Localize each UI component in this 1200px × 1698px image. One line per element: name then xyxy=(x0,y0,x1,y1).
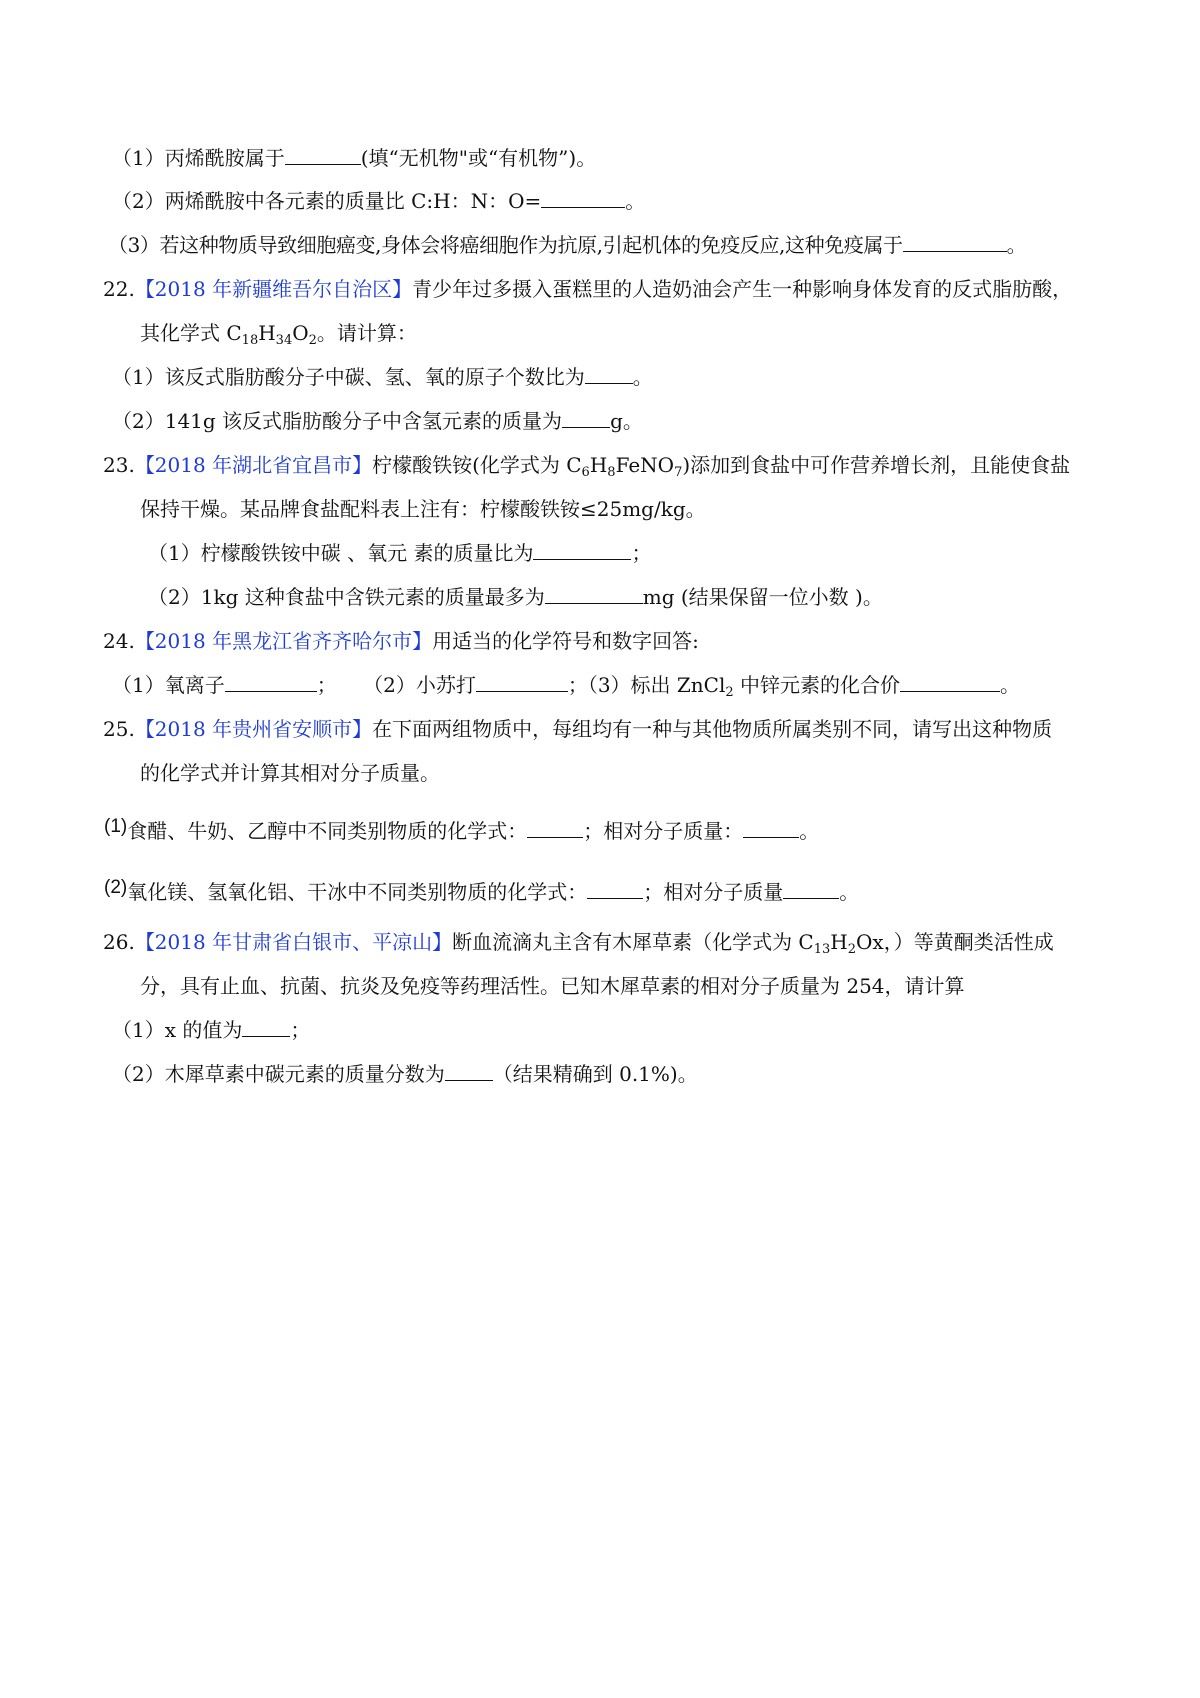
q22-sub1 xyxy=(112,364,653,390)
formula-element: FeNO xyxy=(615,453,675,477)
q25-sub2-tail: 。 xyxy=(839,880,860,904)
separator: ； xyxy=(316,673,337,697)
q25-sub2-mid: ；相对分子质量 xyxy=(643,880,784,904)
q22-sub2-tail: g。 xyxy=(610,409,643,433)
q22-sub1-tail: 。 xyxy=(632,365,653,389)
question-stem-tail: )添加到食盐中可作营养增长剂，且能使食盐 xyxy=(682,453,1071,477)
answer-blank[interactable] xyxy=(900,673,1000,692)
question-source: 【2018 年新疆维吾尔自治区】 xyxy=(134,277,413,301)
formula-subscript: 6 xyxy=(581,465,590,480)
q21-sub1-tail: (填“无机物"或“有机物”)。 xyxy=(360,146,597,170)
q23-sub2-text: （2）1kg 这种食盐中含铁元素的质量最多为 xyxy=(148,585,545,609)
q22-sub2-text: （2）141g 该反式脂肪酸分子中含氢元素的质量为 xyxy=(112,409,563,433)
q21-sub3 xyxy=(108,232,1026,258)
q24-sub3-end: 。 xyxy=(1000,673,1021,697)
q23-sub1 xyxy=(148,540,651,566)
answer-blank[interactable] xyxy=(533,541,631,560)
answer-blank[interactable] xyxy=(527,819,583,838)
answer-blank[interactable] xyxy=(541,189,625,208)
question-source: 【2018 年黑龙江省齐齐哈尔市】 xyxy=(134,629,433,653)
q21-sub2-text: （2）两烯酰胺中各元素的质量比 C:H：N：O= xyxy=(112,189,542,213)
question-stem: 用适当的化学符号和数字回答: xyxy=(432,629,699,653)
answer-blank[interactable] xyxy=(445,1062,493,1081)
question-stem: 分，具有止血、抗菌、抗炎及免疫等药理活性。已知木犀草素的相对分子质量为 254，请计算 xyxy=(140,974,965,998)
q26-sub1-tail: ； xyxy=(290,1018,311,1042)
answer-blank[interactable] xyxy=(476,673,568,692)
q22-stem-line1 xyxy=(103,276,1072,302)
question-stem: 在下面两组物质中，每组均有一种与其他物质所属类别不同，请写出这种物质 xyxy=(372,717,1053,741)
q23-stem-line1 xyxy=(103,452,1070,478)
q23-sub2 xyxy=(148,584,883,610)
q24-subs xyxy=(112,672,1020,698)
question-stem-tail: ，）等黄酮类活性成 xyxy=(883,930,1054,954)
answer-blank[interactable] xyxy=(562,409,610,428)
q25-sub2 xyxy=(104,879,859,907)
answer-blank[interactable] xyxy=(585,365,633,384)
formula-subscript: 18 xyxy=(241,333,259,348)
q21-sub3-text: （3）若这种物质导致细胞癌变,身体会将癌细胞作为抗原,引起机体的免疫反应,这种免疫属于 xyxy=(108,233,903,257)
q26-sub2-tail: （结果精确到 0.1%)。 xyxy=(492,1062,698,1086)
q24-sub2-text: （2）小苏打 xyxy=(363,673,476,697)
formula-subscript: 13 xyxy=(813,942,831,957)
q24-sub3-text-tail: 中锌元素的化合价 xyxy=(733,673,901,697)
q25-stem-line1 xyxy=(103,716,1052,742)
q21-sub2 xyxy=(112,188,645,214)
q23-sub1-tail: ； xyxy=(631,541,652,565)
formula-subscript: 2 xyxy=(725,685,734,700)
question-stem: 柠檬酸铁铵(化学式为 C xyxy=(372,453,582,477)
answer-blank[interactable] xyxy=(743,819,799,838)
q22-sub1-text: （1）该反式脂肪酸分子中碳、氢、氧的原子个数比为 xyxy=(112,365,585,389)
question-source: 【2018 年贵州省安顺市】 xyxy=(134,717,373,741)
q23-sub1-text: （1）柠檬酸铁铵中碳 、氧元 素的质量比为 xyxy=(148,541,534,565)
question-source: 【2018 年湖北省宜昌市】 xyxy=(134,453,373,477)
q24-sub1-text: （1）氧离子 xyxy=(112,673,225,697)
separator: ； xyxy=(567,673,588,697)
q21-sub3-tail: 。 xyxy=(1006,233,1027,257)
q21-sub1 xyxy=(112,145,596,171)
q21-sub1-text: （1）丙烯酰胺属于 xyxy=(112,146,285,170)
q25-sub1-text: 食醋、牛奶、乙醇中不同类别物质的化学式： xyxy=(127,819,528,843)
formula-element: O xyxy=(292,321,309,345)
formula-subscript: 8 xyxy=(607,465,616,480)
q23-stem-line2 xyxy=(140,496,706,522)
q23-sub2-tail: mg (结果保留一位小数 )。 xyxy=(642,585,883,609)
answer-blank[interactable] xyxy=(783,880,839,899)
question-stem: 保持干燥。某品牌食盐配料表上注有：柠檬酸铁铵≤25mg/kg。 xyxy=(140,497,706,521)
answer-blank[interactable] xyxy=(587,880,643,899)
question-number: 24. xyxy=(103,629,135,653)
sub-question-marker: (1) xyxy=(104,816,128,837)
answer-blank[interactable] xyxy=(903,233,1007,252)
q25-sub1-mid: ；相对分子质量： xyxy=(583,819,744,843)
question-stem: 青少年过多摄入蛋糕里的人造奶油会产生一种影响身体发育的反式脂肪酸， xyxy=(412,277,1073,301)
question-source: 【2018 年甘肃省白银市、平凉山】 xyxy=(134,930,453,954)
q22-stem-line2 xyxy=(140,320,417,346)
formula-element: Ox xyxy=(856,930,884,954)
q24-sub3-text: （3）标出 ZnCl xyxy=(587,673,726,697)
q26-sub1-text: （1）x 的值为 xyxy=(112,1018,243,1042)
q26-sub2 xyxy=(112,1061,698,1087)
q26-sub1 xyxy=(112,1017,310,1043)
answer-blank[interactable] xyxy=(225,673,317,692)
formula-element: H xyxy=(589,453,608,477)
q25-sub1 xyxy=(104,818,819,846)
formula-subscript: 2 xyxy=(308,333,317,348)
q25-sub1-tail: 。 xyxy=(799,819,820,843)
question-stem: 的化学式并计算其相对分子质量。 xyxy=(140,761,440,785)
q22-sub2 xyxy=(112,408,643,434)
answer-blank[interactable] xyxy=(545,585,643,604)
q25-sub2-text: 氧化镁、氢氧化铝、干冰中不同类别物质的化学式： xyxy=(127,880,588,904)
q26-stem-line1 xyxy=(103,929,1054,955)
question-number: 22. xyxy=(103,277,135,301)
question-number: 25. xyxy=(103,717,135,741)
q24-stem xyxy=(103,628,699,654)
question-stem: 其化学式 C xyxy=(140,321,242,345)
formula-element: H xyxy=(830,930,848,954)
answer-blank[interactable] xyxy=(285,146,361,165)
q26-stem-line2 xyxy=(140,973,965,999)
sub-question-marker: (2) xyxy=(104,877,128,898)
question-number: 23. xyxy=(103,453,135,477)
question-stem: 断血流滴丸主含有木犀草素（化学式为 C xyxy=(452,930,814,954)
formula-subscript: 34 xyxy=(275,333,293,348)
answer-blank[interactable] xyxy=(242,1018,290,1037)
question-stem-tail: 。请计算： xyxy=(316,321,417,345)
formula-subscript: 2 xyxy=(847,942,857,957)
formula-element: H xyxy=(258,321,276,345)
formula-subscript: 7 xyxy=(674,465,683,480)
q26-sub2-text: （2）木犀草素中碳元素的质量分数为 xyxy=(112,1062,445,1086)
q21-sub2-tail: 。 xyxy=(625,189,646,213)
question-number: 26. xyxy=(103,930,135,954)
q25-stem-line2 xyxy=(140,760,440,786)
